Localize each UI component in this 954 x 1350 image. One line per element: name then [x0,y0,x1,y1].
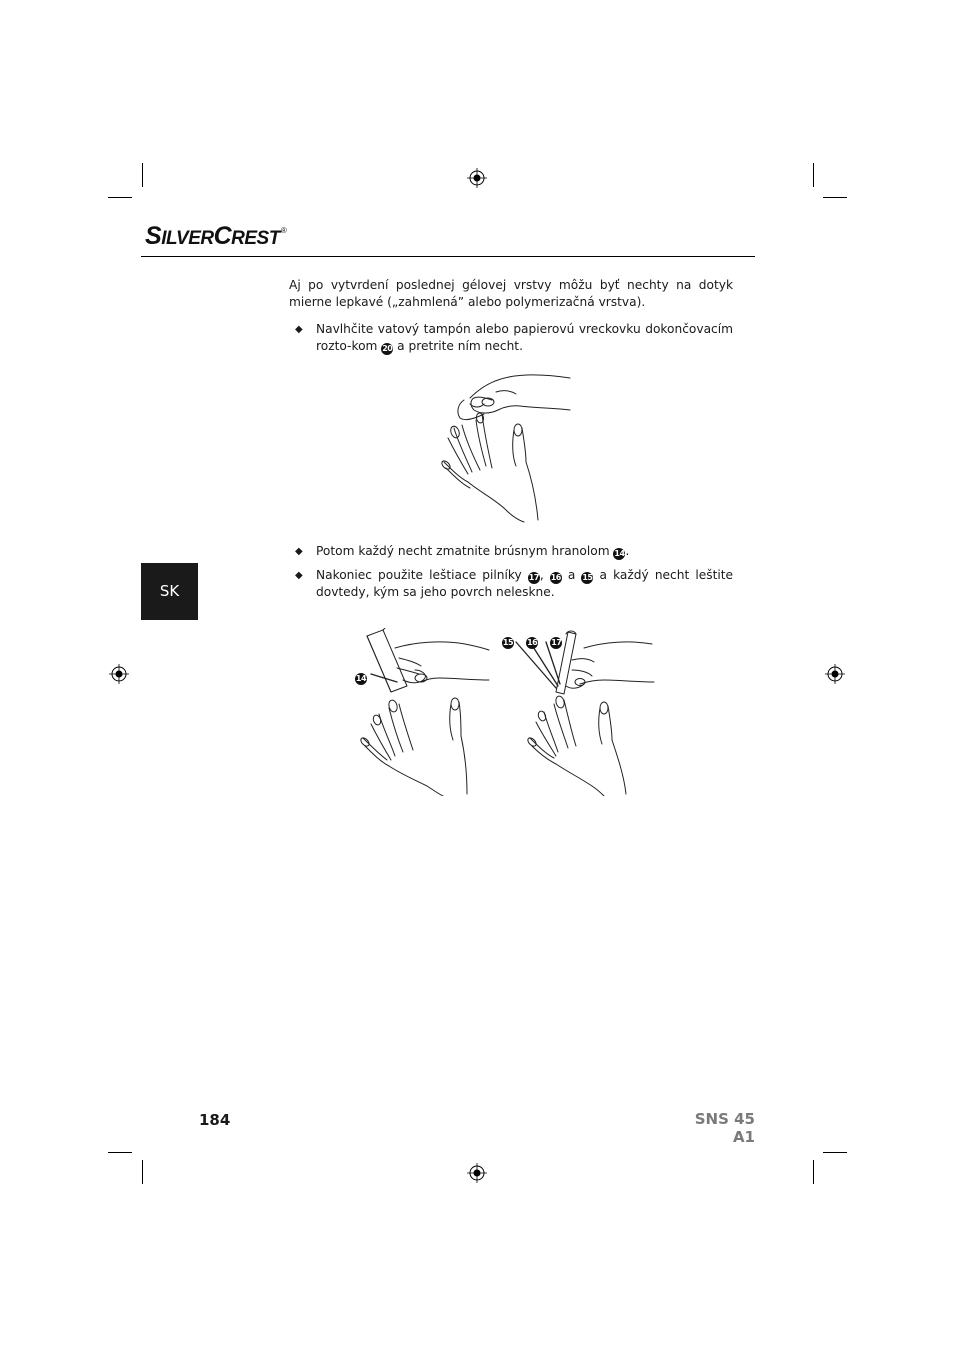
bullet-diamond-icon: ◆ [295,324,303,335]
bullet-diamond-icon: ◆ [295,546,303,557]
crop-mark [142,163,143,187]
bullet-diamond-icon: ◆ [295,570,303,581]
crop-mark [813,1160,814,1184]
brand-logo: SILVERCREST® [145,222,287,250]
figure-callout-15: 15 [502,638,514,647]
illustration-wipe-nail [440,370,580,525]
list-item [295,567,733,603]
step-text: Nakoniec použite leštiace pilníky 17, 16 a 15 a každý necht leštite dovtedy, kým sa jeho povrch neleskne. [316,568,734,599]
registration-mark-icon [467,1163,487,1183]
crop-mark [108,1152,132,1153]
illustration-buffer-block [355,628,495,796]
list-item [295,321,733,357]
list-item [295,543,733,561]
intro-paragraph: Aj po vytvrdení poslednej gélovej vrstvy môžu byť nechty na dotyk mierne lepkavé („zahmlená” alebo polymerizačná vrstva). [289,278,733,309]
header-rule [141,256,755,257]
callout-number: 20 [382,344,393,353]
step-text: Potom každý necht zmatnite brúsnym hranolom 14. [316,544,630,558]
crop-mark [813,163,814,187]
callout-number: 17 [528,573,539,582]
figure-callout-16: 16 [527,638,538,647]
callout-number: 16 [550,573,561,582]
step-text: Navlhčite vatový tampón alebo papierovú vreckovku dokončovacím rozto-kom 20 a pretrite ním necht. [316,322,733,353]
figure-callout-17: 17 [551,638,562,647]
language-tab: SK [141,563,198,620]
crop-mark [823,197,847,198]
crop-mark [142,1160,143,1184]
registration-mark-icon [467,168,487,188]
crop-mark [823,1152,847,1153]
figure-callout-group [502,629,562,649]
page-number: 184 [199,1111,231,1129]
callout-number: 15 [582,573,593,582]
registration-mark-icon [109,664,129,684]
callout-number: 14 [614,549,625,558]
figure-callout-14: 14 [355,674,367,683]
registration-mark-icon [825,664,845,684]
model-name: SNS 45 A1 [694,1110,755,1146]
illustration-polishing-files [500,626,670,796]
crop-mark [108,197,132,198]
